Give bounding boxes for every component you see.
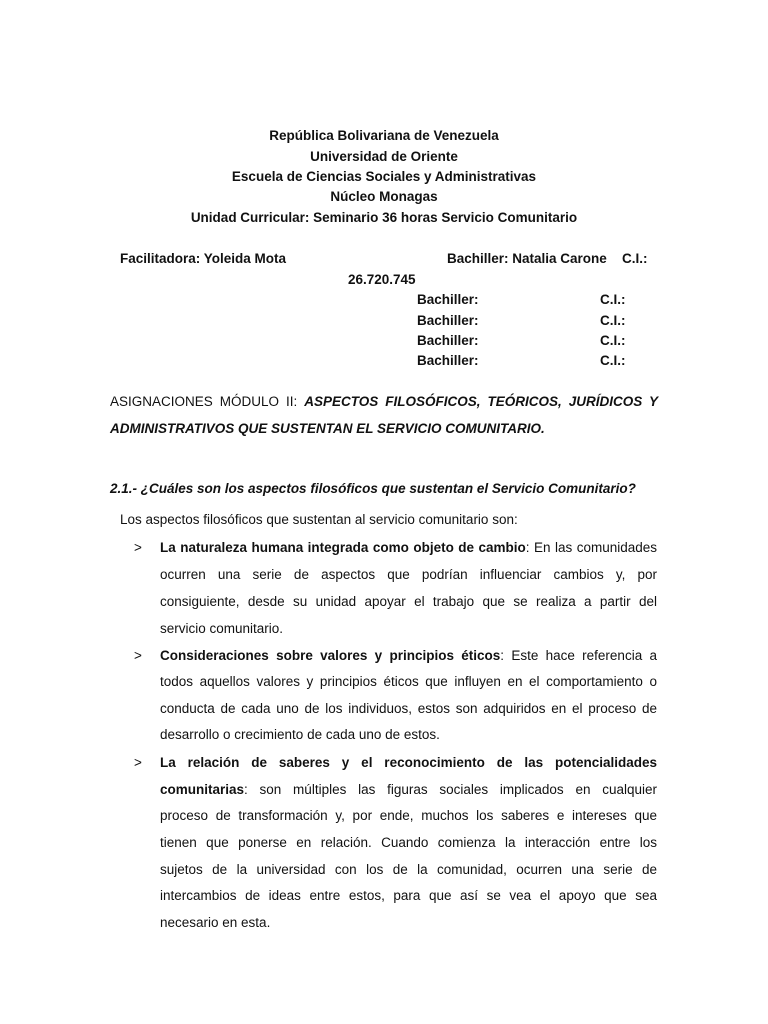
intro-text: Los aspectos filosóficos que sustentan al servicio comunitario son: <box>120 512 518 527</box>
bullet-arrow-icon: > <box>134 755 142 770</box>
header-course: Unidad Curricular: Seminario 36 horas Servicio Comunitario <box>190 210 578 225</box>
bullet-3-line-2 <box>160 782 657 798</box>
bullet-2-line-1 <box>160 648 657 664</box>
bullet-2-title: Consideraciones sobre valores y principios éticos <box>160 648 501 663</box>
header-nucleus: Núcleo Monagas <box>330 189 438 204</box>
bullet-3-text-1: : son múltiples las figuras sociales implicados en cualquier <box>244 782 657 797</box>
bullet-2-line-3: conducta de cada uno de los individuos, estos son adquiridos en el proceso de <box>160 701 657 716</box>
bullet-3-title-line-2: comunitarias <box>160 782 245 797</box>
assignment-prefix: ASIGNACIONES MÓDULO II: <box>110 394 298 409</box>
assignment-heading <box>110 394 658 410</box>
bullet-3-line-4: tienen que ponerse en relación. Cuando comienza la interacción entre los <box>160 835 657 850</box>
bullet-2-line-4: desarrollo o crecimiento de cada uno de estos. <box>160 727 440 742</box>
bachiller-1-name: Bachiller: Natalia Carone <box>447 251 607 266</box>
bullet-1-line-3: consiguiente, desde su unidad apoyar el trabajo que se realiza a partir del <box>160 594 657 609</box>
ci-2-label: C.I.: <box>600 292 626 307</box>
header-university: Universidad de Oriente <box>310 149 458 164</box>
bullet-3-line-3: proceso de transformación y, por ende, muchos los saberes e intereses que <box>160 808 657 823</box>
header-country: República Bolivariana de Venezuela <box>269 128 499 143</box>
question-2-1: 2.1.- ¿Cuáles son los aspectos filosóficos que sustentan el Servicio Comunitario? <box>110 481 636 496</box>
bullet-1-line-4: servicio comunitario. <box>160 621 284 636</box>
ci-5-label: C.I.: <box>600 353 626 368</box>
bachiller-2-label: Bachiller: <box>417 292 479 307</box>
bullet-2-line-2: todos aquellos valores y principios éticos que influyen en el comportamiento o <box>160 674 657 689</box>
facilitator-label: Facilitadora: Yoleida Mota <box>120 251 287 266</box>
bachiller-4-label: Bachiller: <box>417 333 479 348</box>
bullet-arrow-icon: > <box>134 540 142 555</box>
bullet-3-title-line-1: La relación de saberes y el reconocimiento de las potencialidades <box>160 755 657 770</box>
bullet-3-line-6: intercambios de ideas entre estos, para que así se vea el apoyo que sea <box>160 888 657 903</box>
ci-1-value: 26.720.745 <box>348 272 416 287</box>
bullet-arrow-icon: > <box>134 648 142 663</box>
bullet-1-title: La naturaleza humana integrada como objeto de cambio <box>160 540 526 555</box>
bachiller-3-label: Bachiller: <box>417 313 479 328</box>
assignment-title-part1: ASPECTOS FILOSÓFICOS, TEÓRICOS, JURÍDICOS Y <box>304 394 658 409</box>
ci-4-label: C.I.: <box>600 333 626 348</box>
bullet-1-line-1 <box>160 540 657 556</box>
bullet-1-text-1: : En las comunidades <box>525 540 657 555</box>
bullet-3-line-7: necesario en esta. <box>160 915 271 930</box>
header-school: Escuela de Ciencias Sociales y Administrativas <box>231 169 537 184</box>
assignment-title-part2: ADMINISTRATIVOS QUE SUSTENTAN EL SERVICIO COMUNITARIO. <box>110 421 545 436</box>
bullet-1-line-2: ocurren una serie de aspectos que podrían influenciar cambios y, por <box>160 567 657 582</box>
bullet-2-text-1: : Este hace referencia a <box>500 648 657 663</box>
ci-3-label: C.I.: <box>600 313 626 328</box>
bullet-3-line-5: sujetos de la universidad con los de la comunidad, ocurren una serie de <box>160 862 657 877</box>
ci-1-label: C.I.: <box>622 251 648 266</box>
bachiller-5-label: Bachiller: <box>417 353 479 368</box>
